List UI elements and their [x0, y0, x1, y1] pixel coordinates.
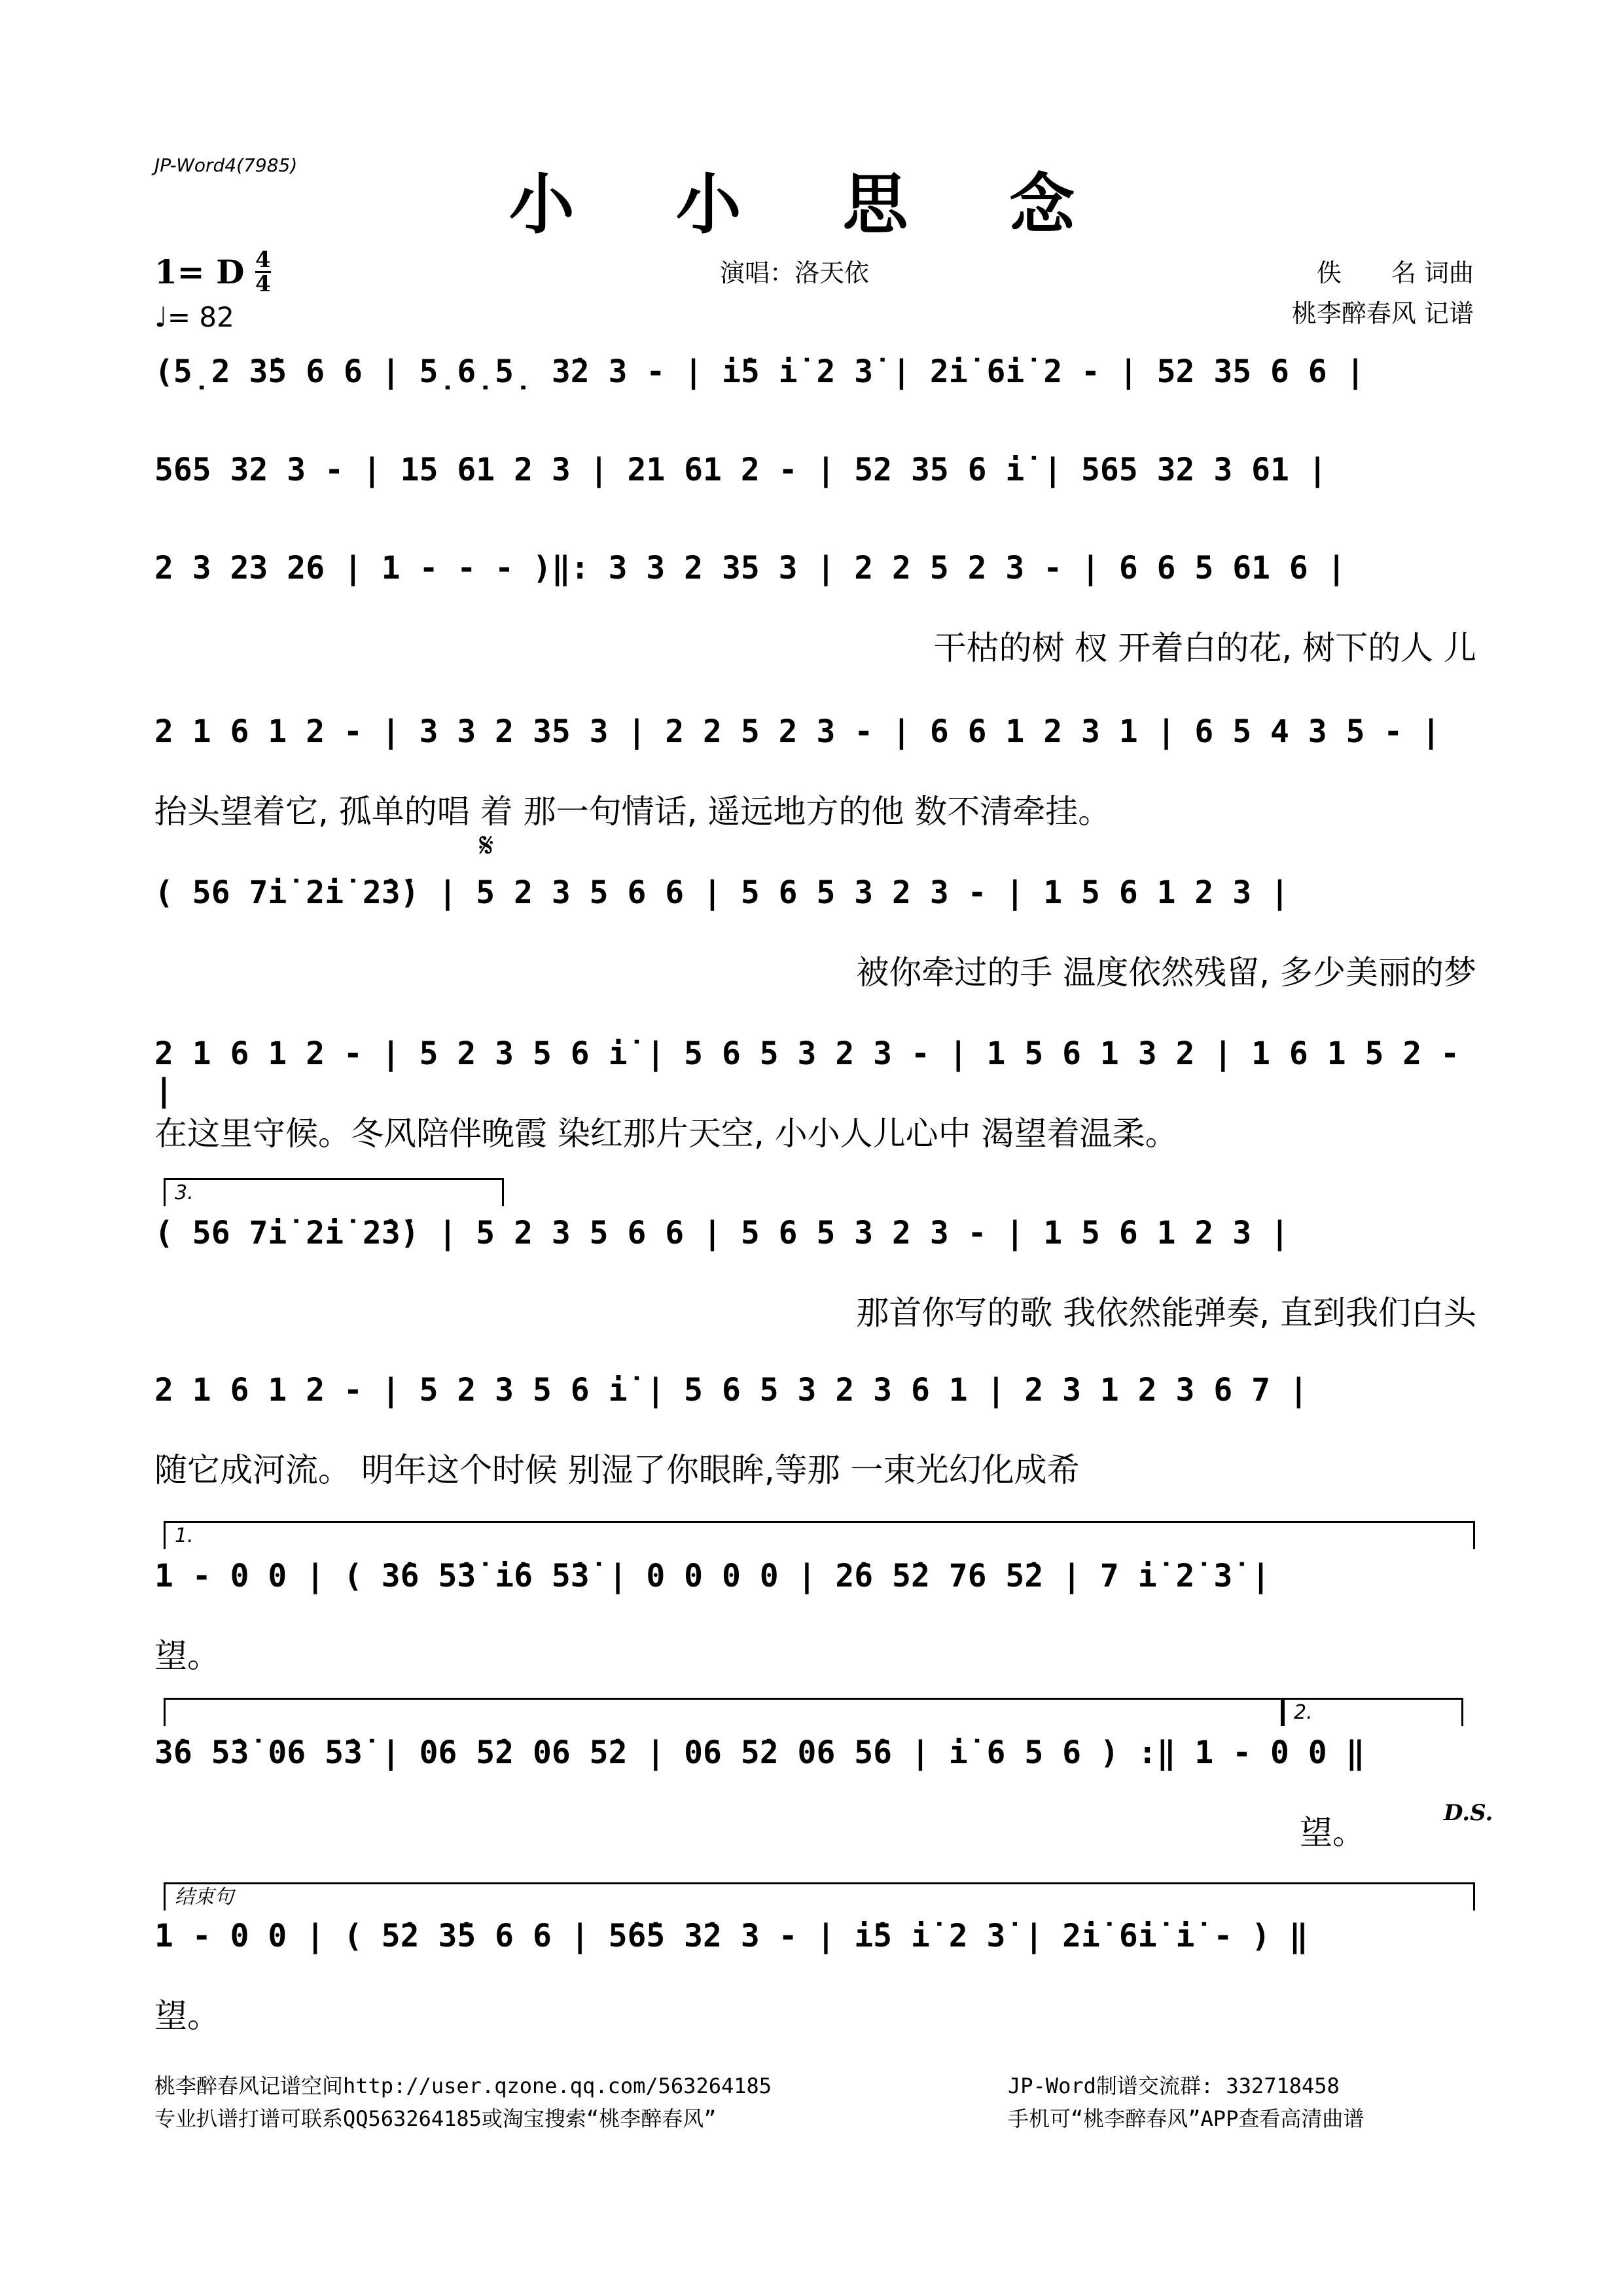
- software-label: JP-Word4(7985): [154, 154, 298, 176]
- lyrics: 抬头望着它, 孤单的唱 着 那一句情话, 遥远地方的他 数不清牵挂。: [154, 793, 1111, 831]
- time-signature: [255, 249, 271, 295]
- transcriber-credit: 桃李醉春风 记谱: [1291, 299, 1474, 328]
- ds-marking: D.S.: [1444, 1800, 1493, 1826]
- footer-left-2: 专业扒谱打谱可联系QQ563264185或淘宝搜索“桃李醉春风”: [154, 2106, 717, 2131]
- notation: 2 1 6 1 2 - | 5 2 3 5 6 i̇ | 5 6 5 3 2 3 - | 1 5 6 1 3 2 | 1 6 1 5 2 - |: [154, 1035, 1459, 1109]
- lyrics: 干枯的树 杈 开着白的花, 树下的人 儿: [933, 629, 1476, 667]
- segno-icon: 𝄋: [479, 826, 494, 865]
- quarter-note-icon: ♩: [154, 301, 168, 333]
- notation: 1 - 0 0 | ( 3̇6 5̇3̇ i̇6 5̇3̇ | 0 0 0 0 | 2̇6 5̇2 76 5̇2 | 7 i̇ 2̇ 3̇ |: [154, 1558, 1271, 1594]
- footer-left-1: 桃李醉春风记谱空间http://user.qzone.qq.com/563264185: [154, 2073, 772, 2098]
- notation: 2 1 6 1 2 - | 5 2 3 5 6 i̇ | 5 6 5 3 2 3 6 1 | 2 3 1 2 3 6 7 |: [154, 1372, 1308, 1408]
- page-title: 小 小 思 念: [508, 166, 1115, 243]
- lyrics: 那首你写的歌 我依然能弹奏, 直到我们白头: [856, 1294, 1476, 1332]
- lyrics: 望。: [154, 1637, 220, 1675]
- time-top: 4: [255, 247, 271, 273]
- time-bottom: 4: [255, 271, 271, 297]
- footer-right-1: JP-Word制谱交流群: 332718458: [1008, 2073, 1340, 2098]
- singer: 演唱：洛天依: [720, 259, 870, 287]
- notation: (5̣2 3̇5 6 6 | 5̣6̣5̣ 3̇2 3 - | i̇5 i̇ 2 3̇ | 2̇i̇ 6i̇ 2 - | 52 35 6 6 |: [154, 353, 1365, 390]
- notation: 565 32 3 - | 15 61 2 3 | 21 61 2 - | 52 35 6 i̇ | 565 32 3 61 |: [154, 452, 1327, 488]
- ending-bracket: 结束句: [164, 1882, 1475, 1910]
- notation: 3̇6 5̇3̇ 06 5̇3̇ | 06 5̇2 06 5̇2 | 06 5̇2 06 5̇6 | i̇ 6 5 6 ) :‖ 1 - 0 0 ‖: [154, 1734, 1365, 1771]
- volta-3: 3.: [164, 1178, 504, 1206]
- tempo-marking: [154, 301, 234, 333]
- notation: 1 - 0 0 | ( 5̇2 3̇5 6 6 | 5̇6̇5 3̇2 3 - | i̇5 i̇ 2 3̇ | 2̇i̇ 6i̇ i̇ - ) ‖: [154, 1918, 1308, 1954]
- footer-right-2: 手机可“桃李醉春风”APP查看高清曲谱: [1008, 2106, 1364, 2131]
- key-signature: 1= D: [154, 253, 245, 291]
- lyrics: 被你牵过的手 温度依然残留, 多少美丽的梦: [856, 954, 1476, 992]
- composer-credit: 佚 名 词曲: [1316, 259, 1474, 287]
- volta-2: 2.: [1283, 1698, 1463, 1726]
- lyrics: 望。: [1300, 1814, 1365, 1852]
- notation: 2 1 6 1 2 - | 3 3 2 35 3 | 2 2 5 2 3 - | 6 6 1 2 3 1 | 6 5 4 3 5 - |: [154, 713, 1441, 750]
- notation: 2 3 23 26 | 1 - - - )‖: 3 3 2 35 3 | 2 2 5 2 3 - | 6 6 5 61 6 |: [154, 550, 1346, 586]
- notation: ( 56 7i̇ 2̇i̇ 2̇3̇) | 5 2 3 5 6 6 | 5 6 5 3 2 3 - | 1 5 6 1 2 3 |: [154, 874, 1289, 911]
- notation: ( 56 7i̇ 2̇i̇ 2̇3̇) | 5 2 3 5 6 6 | 5 6 5 3 2 3 - | 1 5 6 1 2 3 |: [154, 1215, 1289, 1251]
- repeat-bracket: [164, 1698, 1283, 1726]
- lyrics: 在这里守候。冬风陪伴晚霞 染红那片天空, 小小人儿心中 渴望着温柔。: [154, 1115, 1178, 1153]
- lyrics: 望。: [154, 1997, 220, 2035]
- tempo-value: = 82: [167, 301, 234, 333]
- volta-1: 1.: [164, 1521, 1475, 1549]
- lyrics: 随它成河流。 明年这个时候 别湿了你眼眸,等那 一束光幻化成希: [154, 1451, 1080, 1489]
